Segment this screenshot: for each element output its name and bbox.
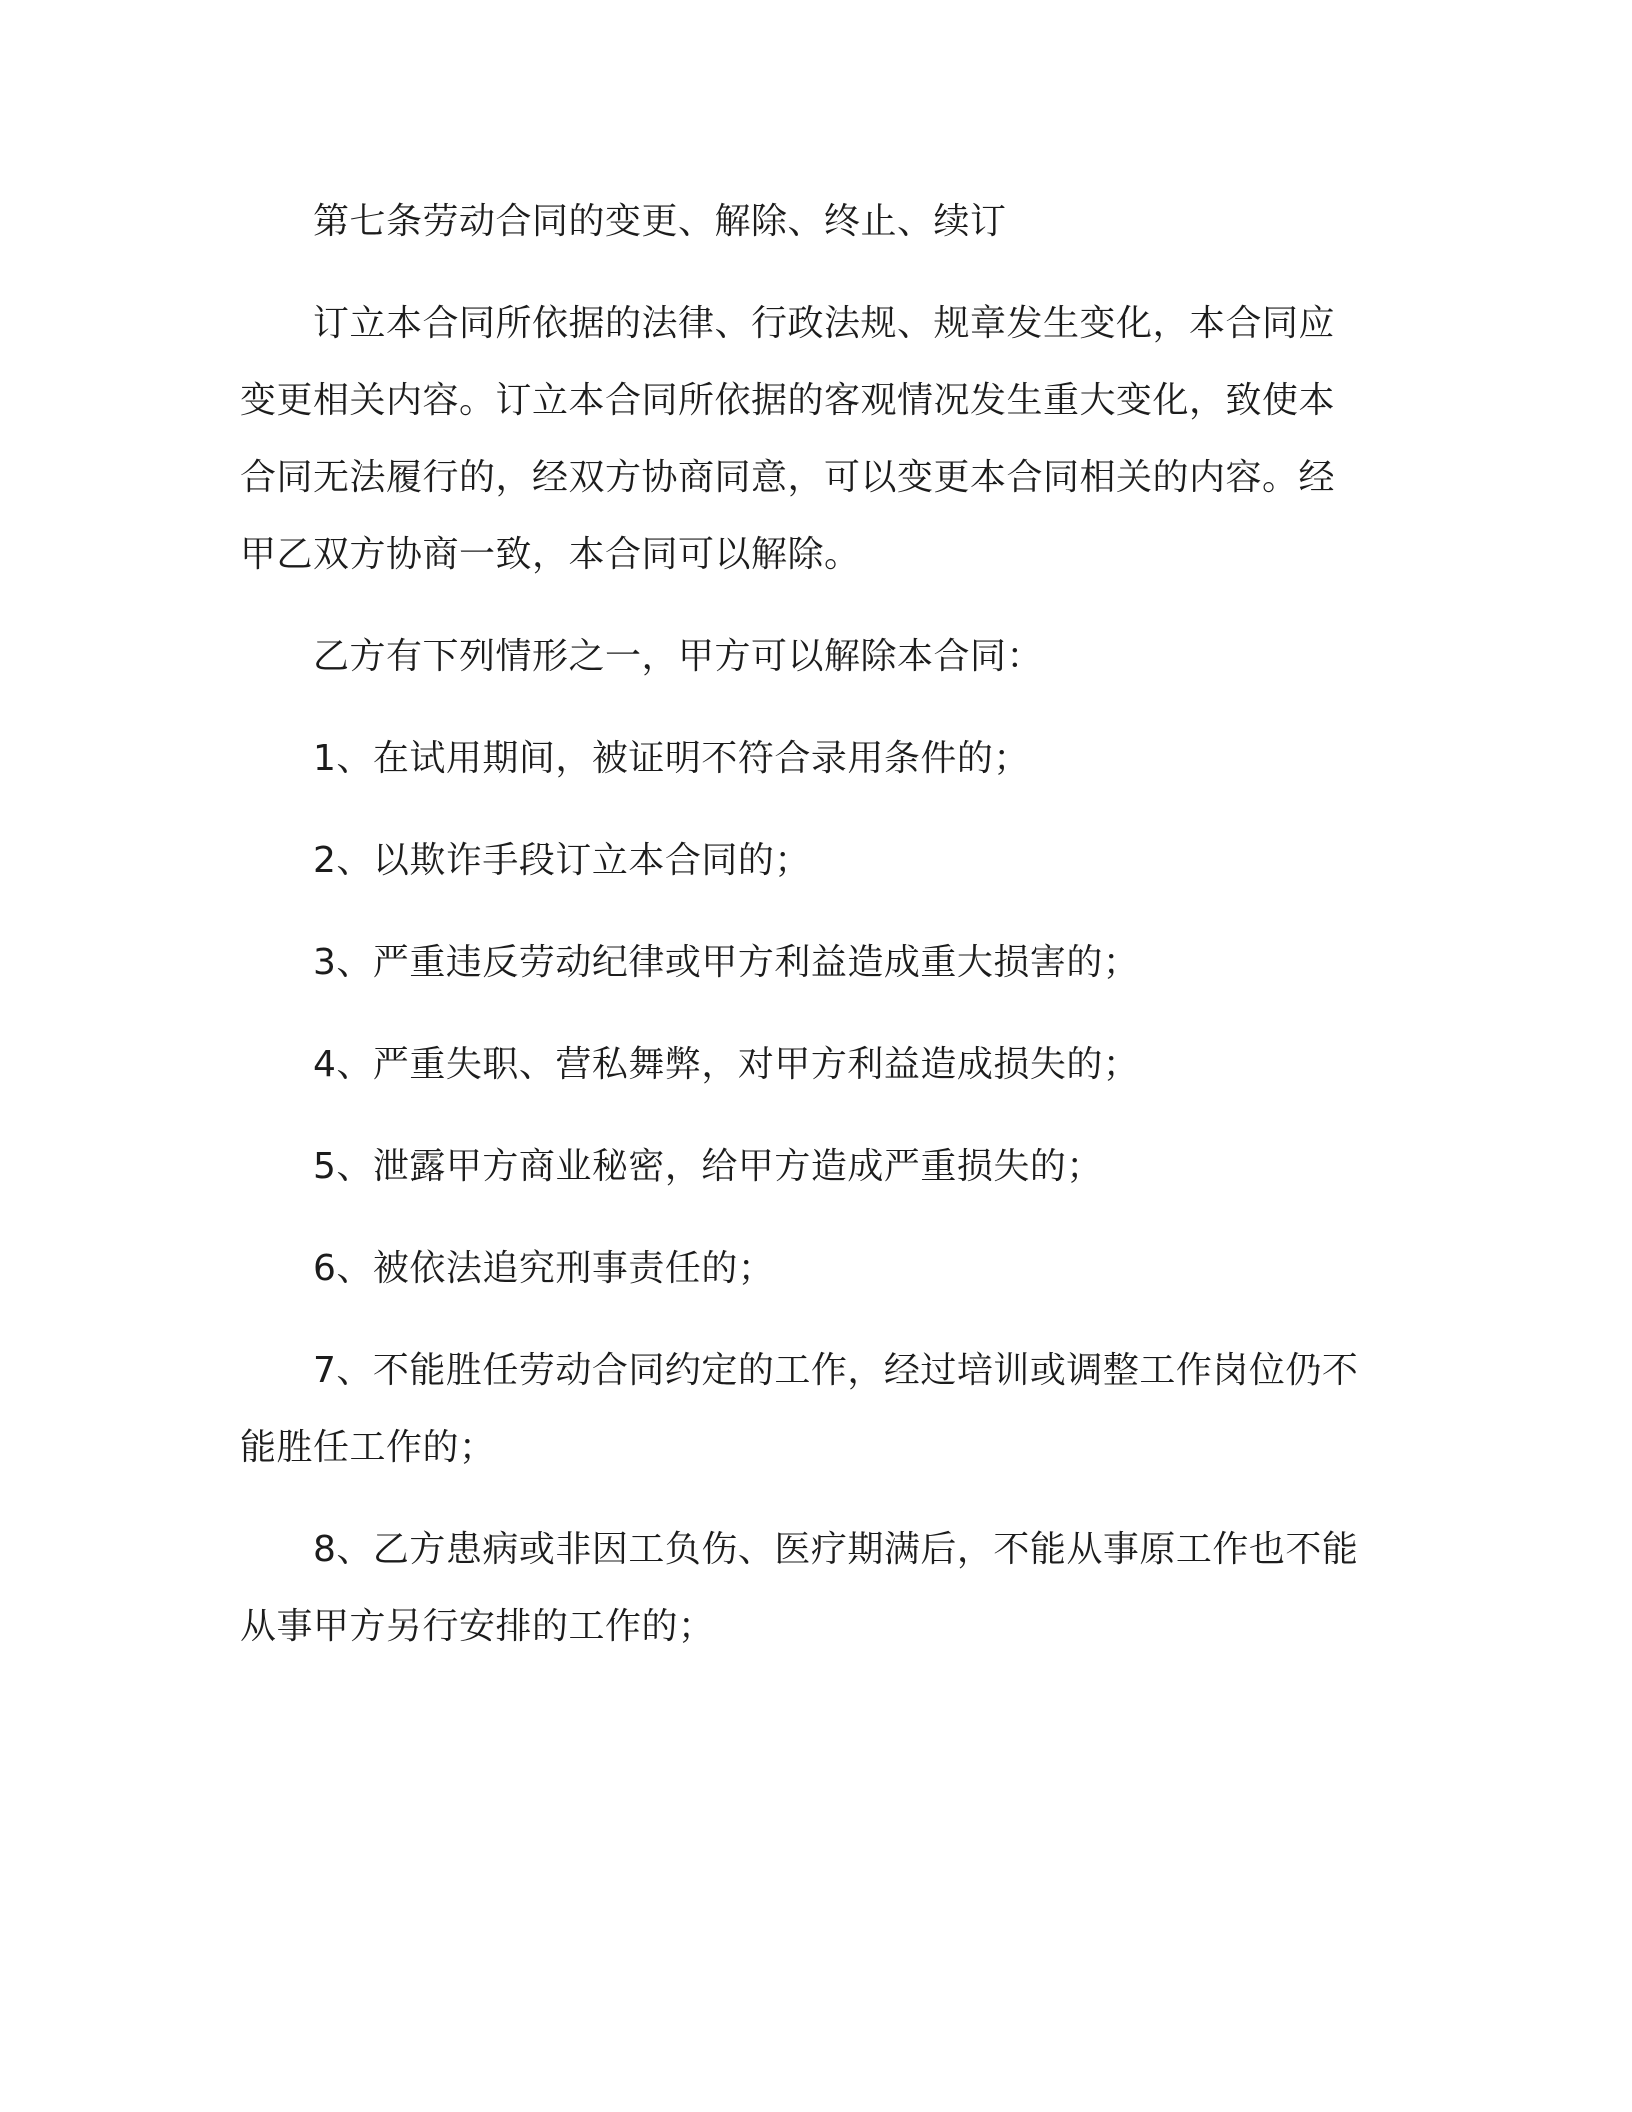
document-body: [240, 183, 1365, 1665]
list-item: 4、严重失职、营私舞弊，对甲方利益造成损失的；: [313, 1044, 1140, 1085]
list-item: 5、泄露甲方商业秘密，给甲方造成严重损失的；: [313, 1146, 1103, 1187]
list-item: 3、严重违反劳动纪律或甲方利益造成重大损害的；: [313, 942, 1140, 983]
list-item: 2、以欺诈手段订立本合同的；: [313, 840, 811, 881]
paragraph-contract-change: 订立本合同所依据的法律、行政法规、规章发生变化，本合同应变更相关内容。订立本合同所依据的客观情况发生重大变化，致使本合同无法履行的，经双方协商同意，可以变更本合同相关的内容。经甲乙双方协商一致，本合同可以解除。: [240, 303, 1336, 575]
list-item: 7、不能胜任劳动合同约定的工作，经过培训或调整工作岗位仍不能胜任工作的；: [240, 1350, 1359, 1468]
paragraph-termination-intro: 乙方有下列情形之一，甲方可以解除本合同：: [313, 636, 1044, 677]
list-item: 6、被依法追究刑事责任的；: [313, 1248, 775, 1289]
article-heading: 第七条劳动合同的变更、解除、终止、续订: [313, 201, 1007, 242]
list-item: 8、乙方患病或非因工负伤、医疗期满后，不能从事原工作也不能从事甲方另行安排的工作的；: [240, 1529, 1359, 1647]
list-item: 1、在试用期间，被证明不符合录用条件的；: [313, 738, 1030, 779]
